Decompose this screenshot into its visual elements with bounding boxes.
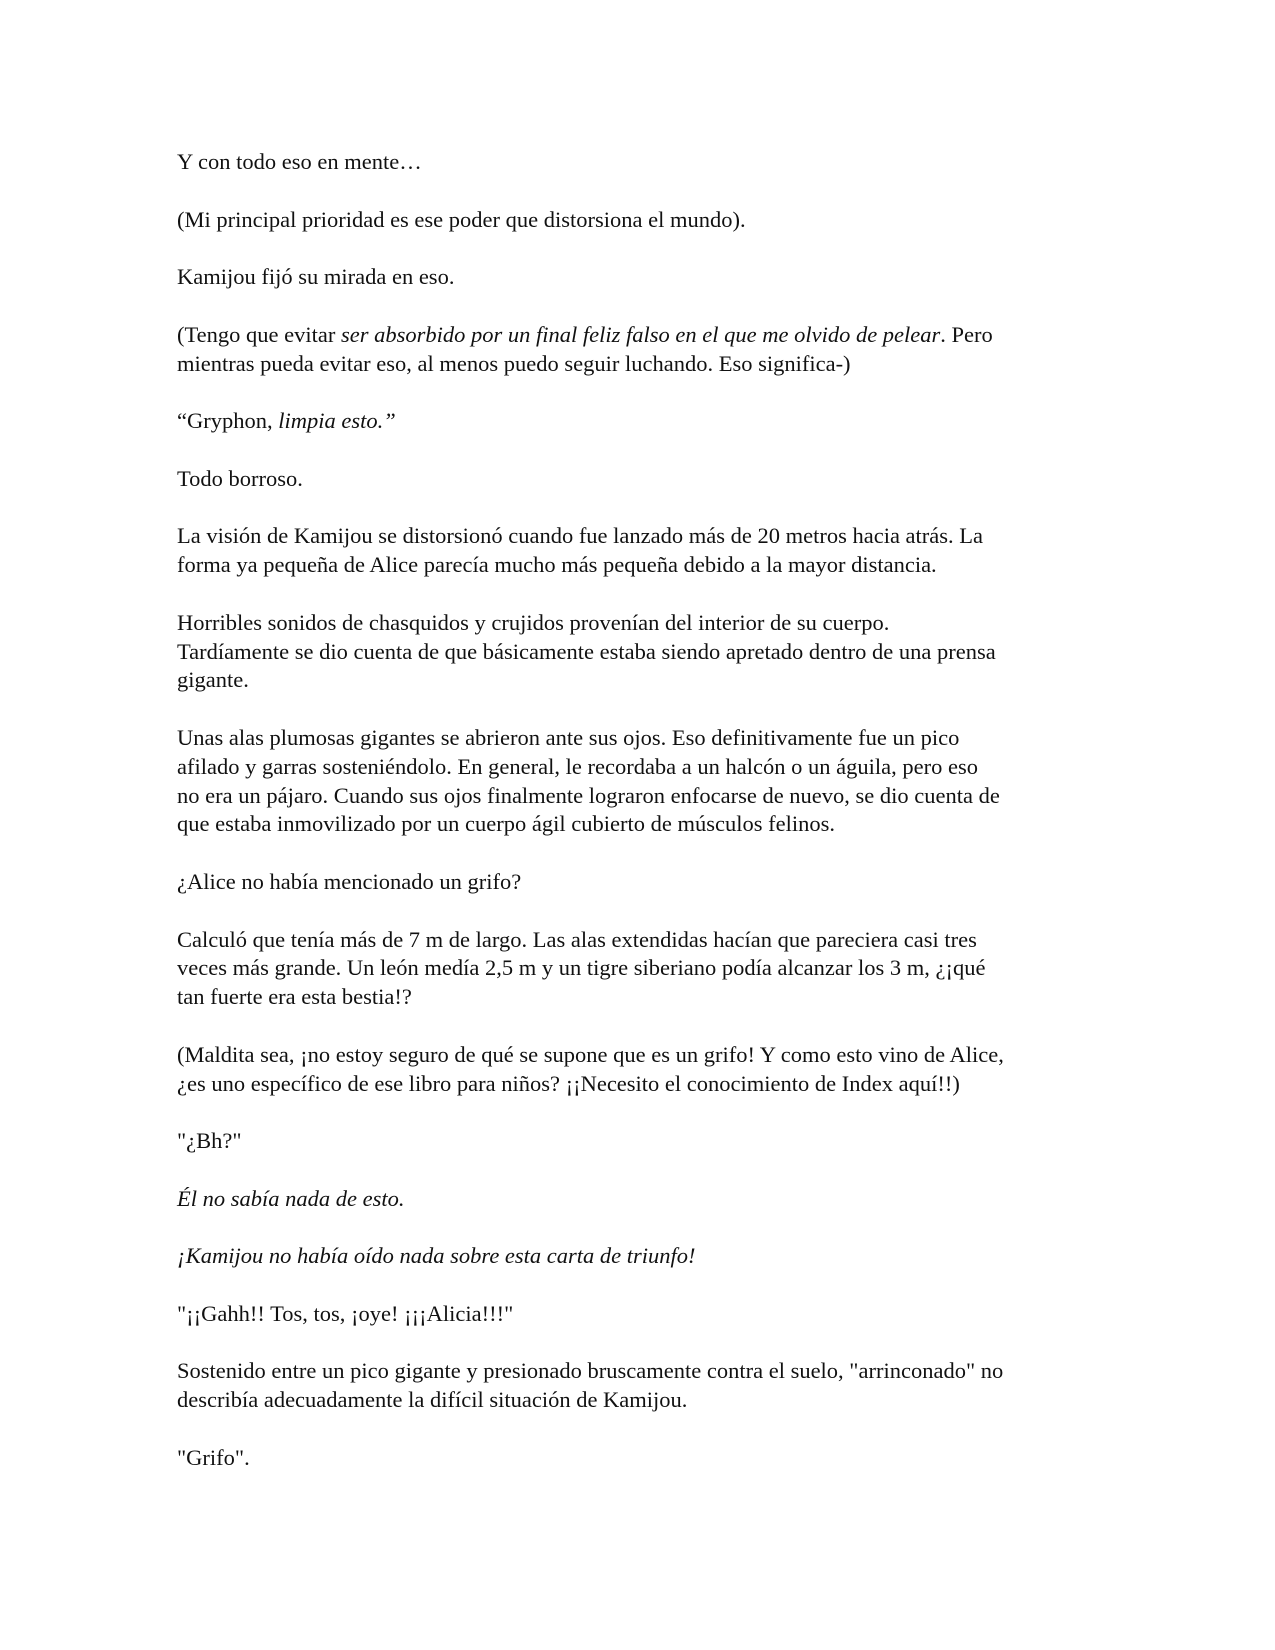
text-segment: “Gryphon, — [177, 408, 279, 434]
text-segment: "Grifo". — [177, 1444, 250, 1470]
paragraph — [177, 1357, 1137, 1415]
text-line — [177, 926, 1137, 955]
italic-text: Él no sabía nada de esto. — [177, 1185, 405, 1211]
paragraph — [177, 1041, 1137, 1099]
text-segment: no era un pájaro. Cuando sus ojos finalmente lograron enfocarse de nuevo, se dio cuenta de — [177, 782, 1000, 808]
text-segment: gigante. — [177, 667, 249, 693]
paragraph — [177, 321, 1137, 379]
text-segment: Y con todo eso en mente… — [177, 149, 422, 174]
italic-text: ¡Kamijou no había oído nada sobre esta carta de triunfo! — [177, 1243, 696, 1269]
text-line — [177, 407, 1137, 436]
text-segment: ¿es uno específico de ese libro para niños? ¡¡Necesito el conocimiento de Index aquí!!) — [177, 1070, 960, 1096]
text-segment: Calculó que tenía más de 7 m de largo. Las alas extendidas hacían que pareciera casi tres — [177, 926, 977, 952]
text-segment: forma ya pequeña de Alice parecía mucho más pequeña debido a la mayor distancia. — [177, 552, 937, 578]
text-line — [177, 1242, 1137, 1271]
text-line — [177, 609, 1137, 638]
text-segment: Tardíamente se dio cuenta de que básicamente estaba siendo apretado dentro de una prensa — [177, 638, 996, 664]
paragraph — [177, 1185, 1137, 1214]
text-segment: veces más grande. Un león medía 2,5 m y un tigre siberiano podía alcanzar los 3 m, ¿¡qué — [177, 955, 986, 981]
paragraph — [177, 407, 1137, 436]
paragraph — [177, 148, 1137, 177]
text-segment: (Mi principal prioridad es ese poder que distorsiona el mundo). — [177, 206, 746, 232]
paragraph — [177, 926, 1137, 1012]
text-segment: (Maldita sea, ¡no estoy seguro de qué se supone que es un grifo! Y como esto vino de Alice, — [177, 1041, 1004, 1067]
text-line — [177, 350, 1137, 379]
text-line — [177, 1444, 1137, 1473]
text-segment: . Pero — [940, 321, 993, 347]
text-segment: (Tengo que evitar — [177, 321, 341, 347]
text-line — [177, 983, 1137, 1012]
text-segment: Kamijou fijó su mirada en eso. — [177, 264, 455, 290]
paragraph — [177, 263, 1137, 292]
text-segment: Unas alas plumosas gigantes se abrieron ante sus ojos. Eso definitivamente fue un pico — [177, 724, 960, 750]
paragraph — [177, 724, 1137, 839]
text-segment: describía adecuadamente la difícil situación de Kamijou. — [177, 1387, 688, 1413]
paragraph — [177, 1300, 1137, 1329]
text-line — [177, 782, 1137, 811]
paragraph — [177, 206, 1137, 235]
text-line — [177, 954, 1137, 983]
text-segment: ¿Alice no había mencionado un grifo? — [177, 868, 522, 894]
text-line — [177, 753, 1137, 782]
text-line — [177, 522, 1137, 551]
text-segment: que estaba inmovilizado por un cuerpo ágil cubierto de músculos felinos. — [177, 811, 835, 837]
text-segment: Todo borroso. — [177, 465, 303, 491]
text-line — [177, 1386, 1137, 1415]
text-line — [177, 148, 1137, 177]
text-segment: "¿Bh?" — [177, 1128, 242, 1154]
text-line — [177, 868, 1137, 897]
text-segment: Sostenido entre un pico gigante y presionado bruscamente contra el suelo, "arrinconado" no — [177, 1358, 1004, 1384]
text-line — [177, 263, 1137, 292]
text-line — [177, 1300, 1137, 1329]
text-segment: Horribles sonidos de chasquidos y crujidos provenían del interior de su cuerpo. — [177, 609, 890, 635]
text-line — [177, 1127, 1137, 1156]
paragraph — [177, 522, 1137, 580]
paragraph — [177, 868, 1137, 897]
text-segment: afilado y garras sosteniéndolo. En general, le recordaba a un halcón o un águila, pero eso — [177, 753, 978, 779]
paragraph — [177, 1127, 1137, 1156]
paragraph — [177, 1242, 1137, 1271]
text-line — [177, 724, 1137, 753]
text-line — [177, 551, 1137, 580]
text-segment: La visión de Kamijou se distorsionó cuando fue lanzado más de 20 metros hacia atrás. La — [177, 523, 984, 549]
text-segment: tan fuerte era esta bestia!? — [177, 984, 412, 1010]
text-line — [177, 321, 1137, 350]
text-line — [177, 810, 1137, 839]
italic-text: limpia esto.” — [278, 408, 396, 434]
text-segment: "¡¡Gahh!! Tos, tos, ¡oye! ¡¡¡Alicia!!!" — [177, 1300, 514, 1326]
text-line — [177, 638, 1137, 667]
paragraph — [177, 1444, 1137, 1473]
document-page — [177, 148, 1137, 1501]
text-line — [177, 666, 1137, 695]
text-line — [177, 1185, 1137, 1214]
paragraph — [177, 465, 1137, 494]
text-line — [177, 465, 1137, 494]
text-segment: mientras pueda evitar eso, al menos puedo seguir luchando. Eso significa-) — [177, 350, 851, 376]
paragraph — [177, 609, 1137, 695]
text-line — [177, 1070, 1137, 1099]
text-line — [177, 1357, 1137, 1386]
italic-text: ser absorbido por un final feliz falso en el que me olvido de pelear — [340, 321, 941, 347]
text-line — [177, 206, 1137, 235]
text-line — [177, 1041, 1137, 1070]
